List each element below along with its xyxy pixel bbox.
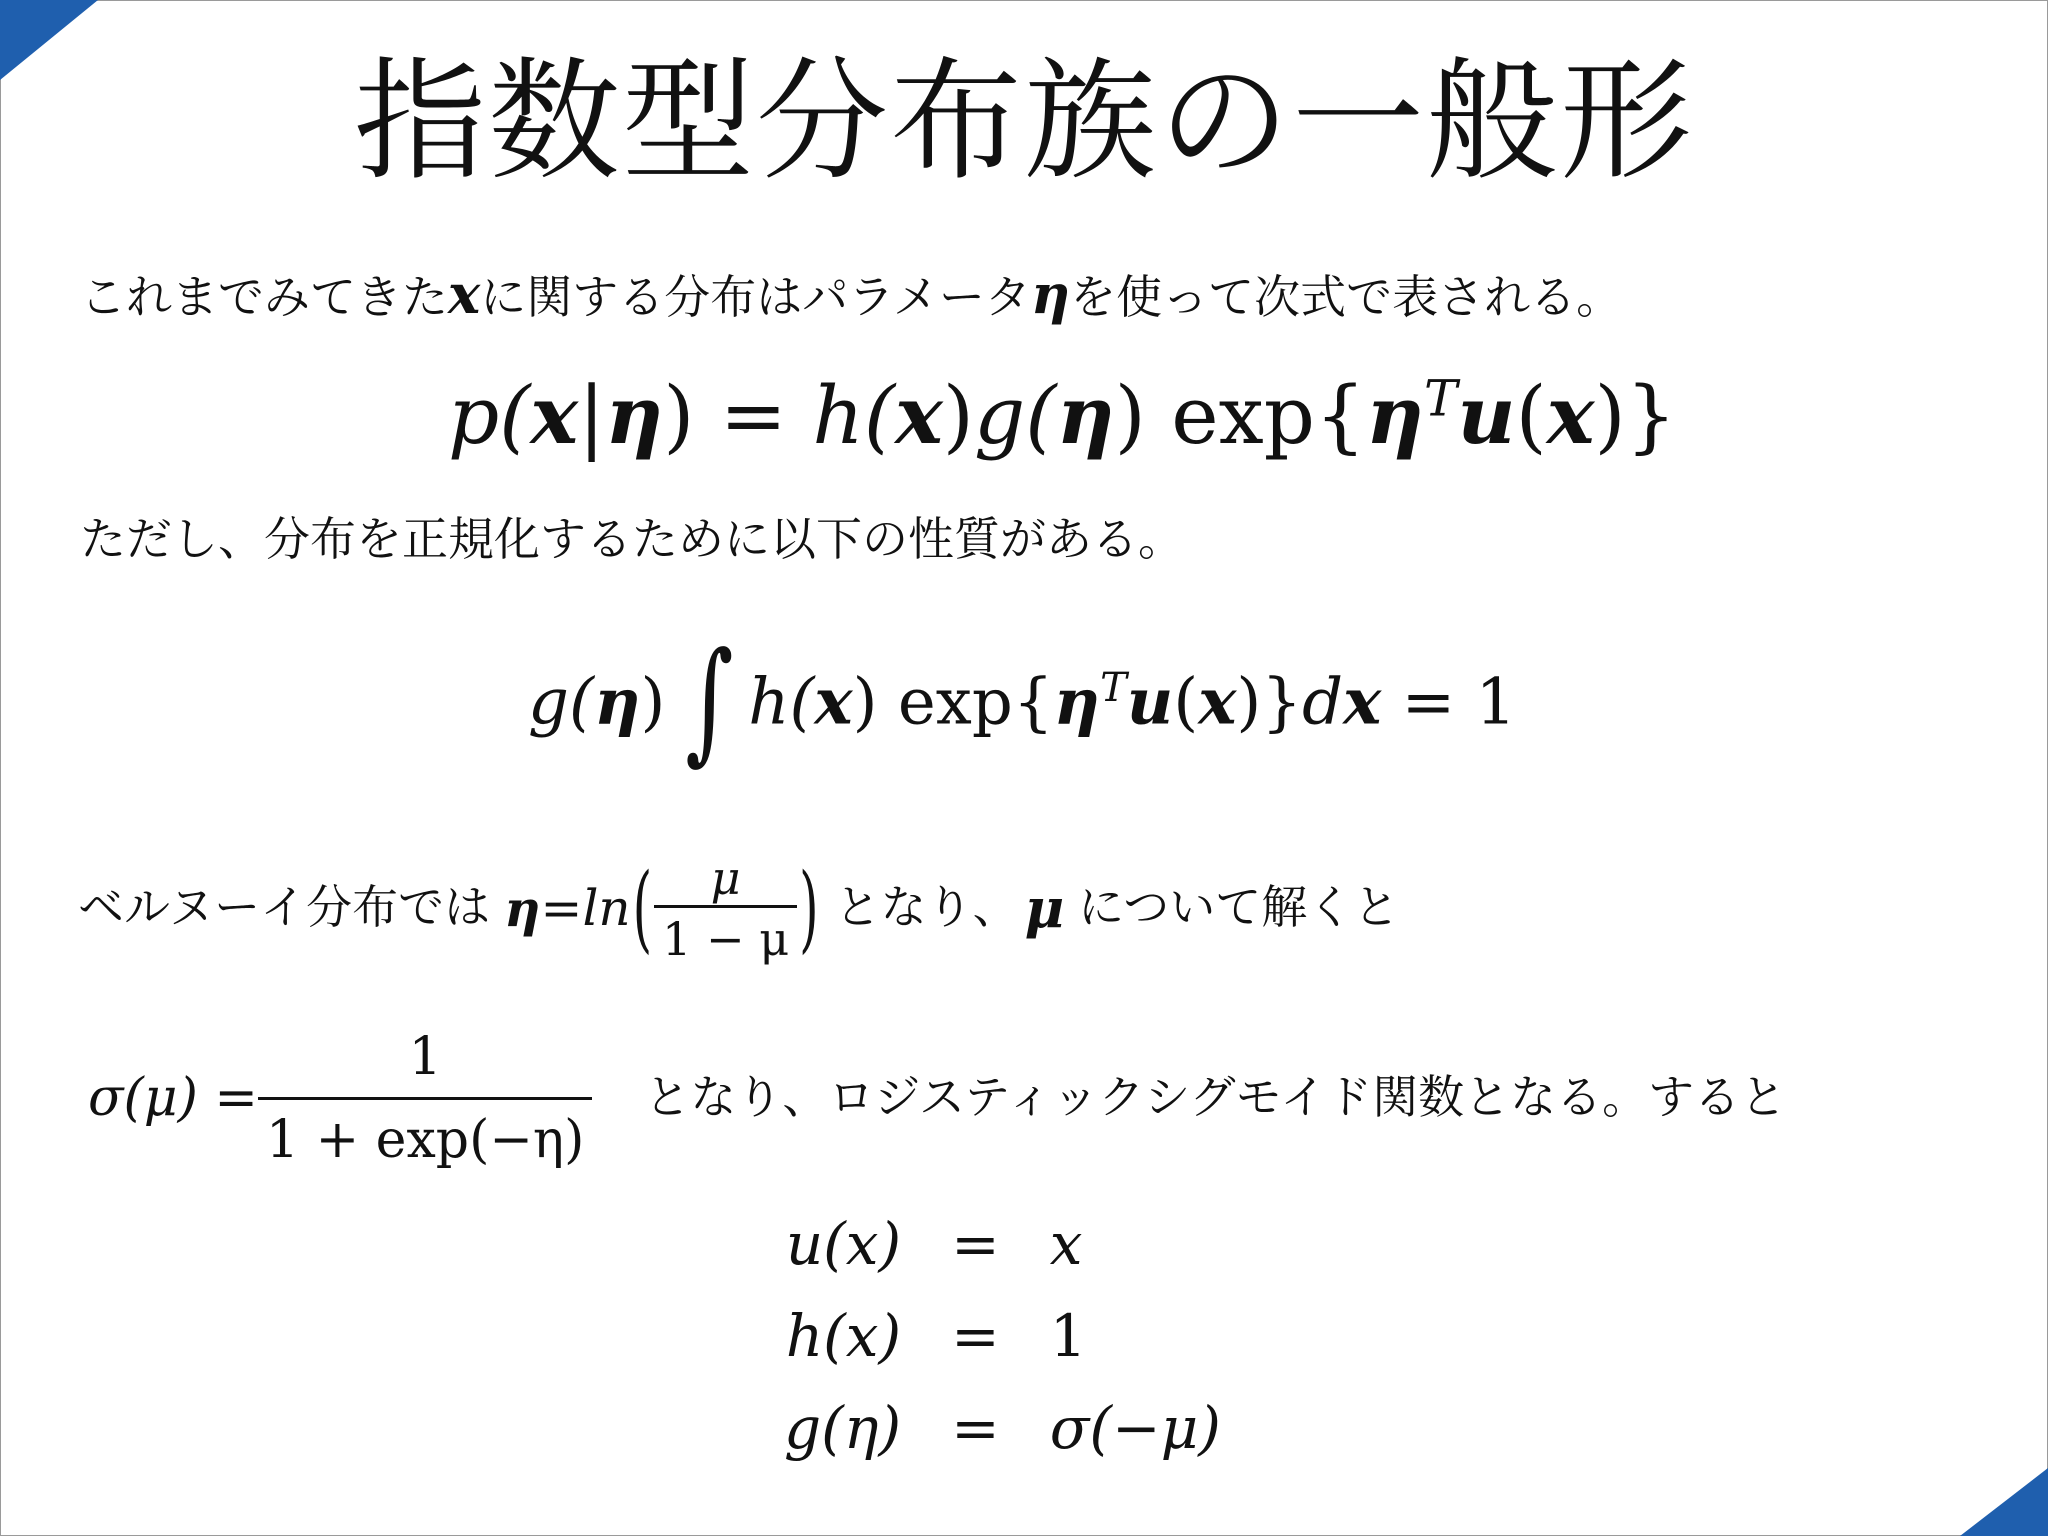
bernoulli-ln: ln <box>582 879 631 937</box>
eq2-u-close: )} <box>1236 665 1303 740</box>
intro-after: を使って次式で表される。 <box>1070 270 1623 324</box>
intro-text <box>80 262 1622 327</box>
eq1-bar: | <box>578 369 606 462</box>
eq1-exp: exp{ <box>1145 369 1366 462</box>
slide-title: 指数型分布族の一般形 <box>354 45 1694 199</box>
eq1-h: h( <box>812 369 896 462</box>
eq2-sup-t: T <box>1100 665 1127 712</box>
eq1-g: g( <box>974 369 1057 462</box>
eq1-g-close: ) <box>1114 369 1146 462</box>
sigmoid-formula <box>88 1027 592 1170</box>
equation-equals: = <box>951 1394 1000 1462</box>
equation-equals: = <box>951 1210 1000 1278</box>
eq2-u-open: ( <box>1173 665 1199 740</box>
eq1-g-eta: η <box>1056 368 1115 462</box>
equation-row-h <box>784 1290 1221 1382</box>
equation-row-u <box>784 1198 1221 1290</box>
eq1-lhs: p( <box>448 369 531 462</box>
eq2-h: h( <box>748 665 815 740</box>
bernoulli-formula <box>504 851 820 966</box>
eq2-rhs: = 1 <box>1381 665 1517 740</box>
eq1-close: ) <box>663 369 695 462</box>
intro-before: これまでみてきた <box>80 270 448 324</box>
eq2-u-x: x <box>1198 664 1237 740</box>
equation-exponential-family <box>448 368 1677 462</box>
eq2-d: d <box>1302 665 1344 740</box>
eq1-h-close: ) <box>942 369 975 462</box>
bernoulli-denominator: 1 − μ <box>654 905 797 966</box>
bernoulli-suffix: について解くと <box>1078 880 1400 935</box>
intro-var-x: x <box>448 262 481 326</box>
sigmoid-lhs: σ(μ) = <box>88 1068 258 1128</box>
equation-row-g <box>784 1382 1221 1474</box>
parameter-equations <box>784 1198 1221 1474</box>
eq2-g-close: ) <box>640 665 666 740</box>
eq1-equals: = <box>694 369 813 462</box>
bernoulli-prefix: ベルヌーイ分布では <box>78 880 491 935</box>
sigmoid-text: となり、ロジスティックシグモイド関数となる。すると <box>644 1070 1787 1125</box>
intro-var-eta: η <box>1030 262 1071 326</box>
eq2-exp: exp{ <box>877 665 1054 740</box>
bernoulli-numerator: μ <box>710 850 741 905</box>
bernoulli-lparen: ( <box>632 852 653 964</box>
equation-rhs: σ(−μ) <box>1049 1394 1221 1462</box>
eq2-g: g( <box>528 665 594 740</box>
eq1-h-x: x <box>895 368 943 462</box>
equation-lhs: u(x) <box>785 1210 902 1278</box>
sigmoid-numerator: 1 <box>408 1026 442 1087</box>
bernoulli-mu: μ <box>1024 876 1065 940</box>
eq1-u-x: x <box>1546 368 1595 462</box>
bernoulli-eta: η <box>504 878 541 938</box>
equation-lhs: g(η) <box>784 1394 902 1462</box>
bernoulli-fraction <box>654 851 797 966</box>
eq1-sup-t: T <box>1424 369 1458 428</box>
eq1-u: u <box>1457 368 1516 462</box>
sigmoid-fraction <box>258 1027 592 1170</box>
bernoulli-equals: = <box>540 879 583 937</box>
eq2-h-x: x <box>814 664 853 740</box>
eq1-u-open: ( <box>1515 369 1547 462</box>
bernoulli-mid: となり、 <box>834 880 1019 935</box>
eq2-h-close: ) <box>852 665 878 740</box>
eq2-u: u <box>1126 664 1174 740</box>
sigmoid-line <box>88 1018 1786 1178</box>
eq2-eta: η <box>1053 664 1101 740</box>
eq1-x: x <box>530 368 579 462</box>
bernoulli-line <box>78 848 1399 968</box>
eq1-eta2: η <box>1365 368 1424 462</box>
equation-rhs: 1 <box>1049 1302 1087 1370</box>
sigmoid-denominator: 1 + exp(−η) <box>258 1097 592 1170</box>
corner-accent-bottom-right <box>1960 1468 2048 1536</box>
equation-normalization <box>528 624 1517 784</box>
integral-symbol: ∫ <box>685 624 734 778</box>
equation-lhs: h(x) <box>785 1302 902 1370</box>
eq2-dx: x <box>1343 664 1382 740</box>
eq1-eta: η <box>605 368 664 462</box>
bernoulli-rparen: ) <box>799 852 819 964</box>
equation-equals: = <box>951 1302 1000 1370</box>
eq2-g-eta: η <box>593 664 641 740</box>
normalization-note: ただし、分布を正規化するために以下の性質がある。 <box>80 512 1184 566</box>
eq1-u-close: )} <box>1594 369 1677 462</box>
equation-rhs: x <box>1049 1210 1083 1278</box>
intro-middle: に関する分布はパラメータ <box>480 270 1031 324</box>
